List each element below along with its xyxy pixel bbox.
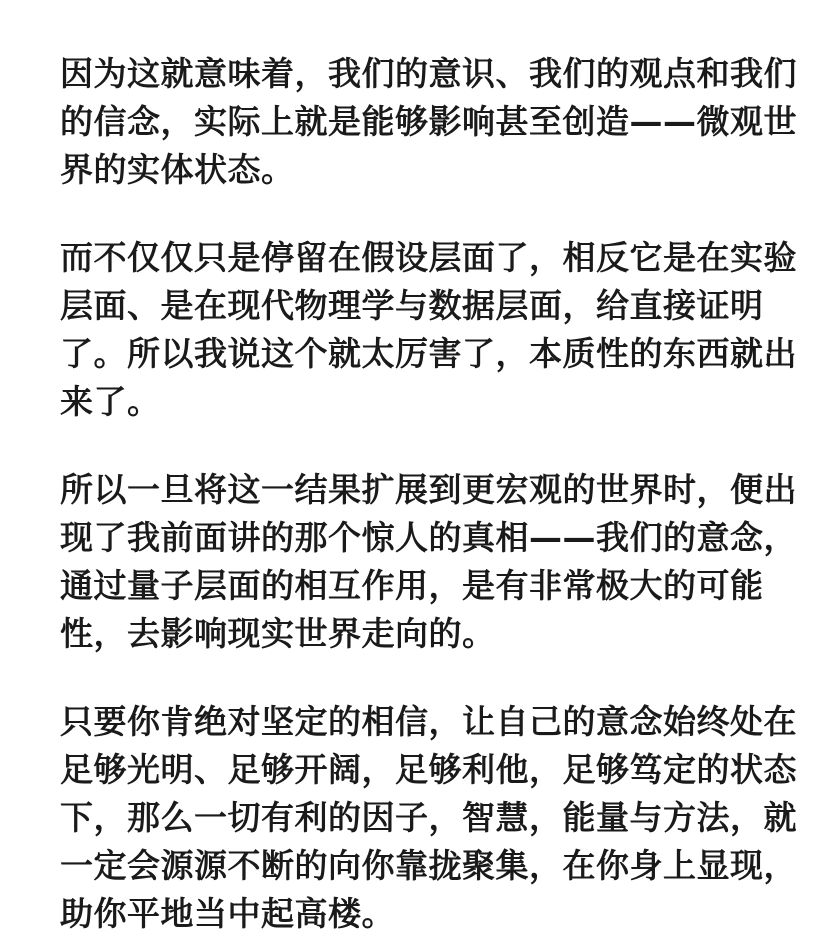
paragraph-line: 通过量子层面的相互作用，是有非常极大的可能	[60, 566, 764, 605]
paragraph-line: 一定会源源不断的向你靠拢聚集，在你身上显现，	[60, 846, 797, 885]
paragraph-4	[60, 698, 797, 938]
paragraph-line: 的信念，实际上就是能够影响甚至创造——微观世	[60, 102, 797, 141]
paragraph-line: 现了我前面讲的那个惊人的真相——我们的意念，	[60, 518, 797, 557]
paragraph-line: 层面、是在现代物理学与数据层面，给直接证明	[60, 286, 764, 325]
paragraph-line: 来了。	[60, 382, 161, 421]
paragraph-line: 下，那么一切有利的因子，智慧，能量与方法，就	[60, 798, 797, 837]
paragraph-line: 助你平地当中起高楼。	[60, 894, 395, 933]
paragraph-1	[60, 50, 797, 194]
paragraph-line: 性，去影响现实世界走向的。	[60, 614, 496, 653]
paragraph-line: 而不仅仅只是停留在假设层面了，相反它是在实验	[60, 238, 797, 277]
paragraph-2	[60, 234, 797, 426]
paragraph-line: 界的实体状态。	[60, 150, 295, 189]
paragraph-3	[60, 466, 797, 658]
paragraph-line: 只要你肯绝对坚定的相信，让自己的意念始终处在	[60, 702, 797, 741]
paragraph-line: 了。所以我说这个就太厉害了，本质性的东西就出	[60, 334, 797, 373]
paragraph-line: 所以一旦将这一结果扩展到更宏观的世界时，便出	[60, 470, 797, 509]
paragraph-line: 足够光明、足够开阔，足够利他，足够笃定的状态	[60, 750, 797, 789]
paragraph-line: 因为这就意味着，我们的意识、我们的观点和我们	[60, 54, 797, 93]
